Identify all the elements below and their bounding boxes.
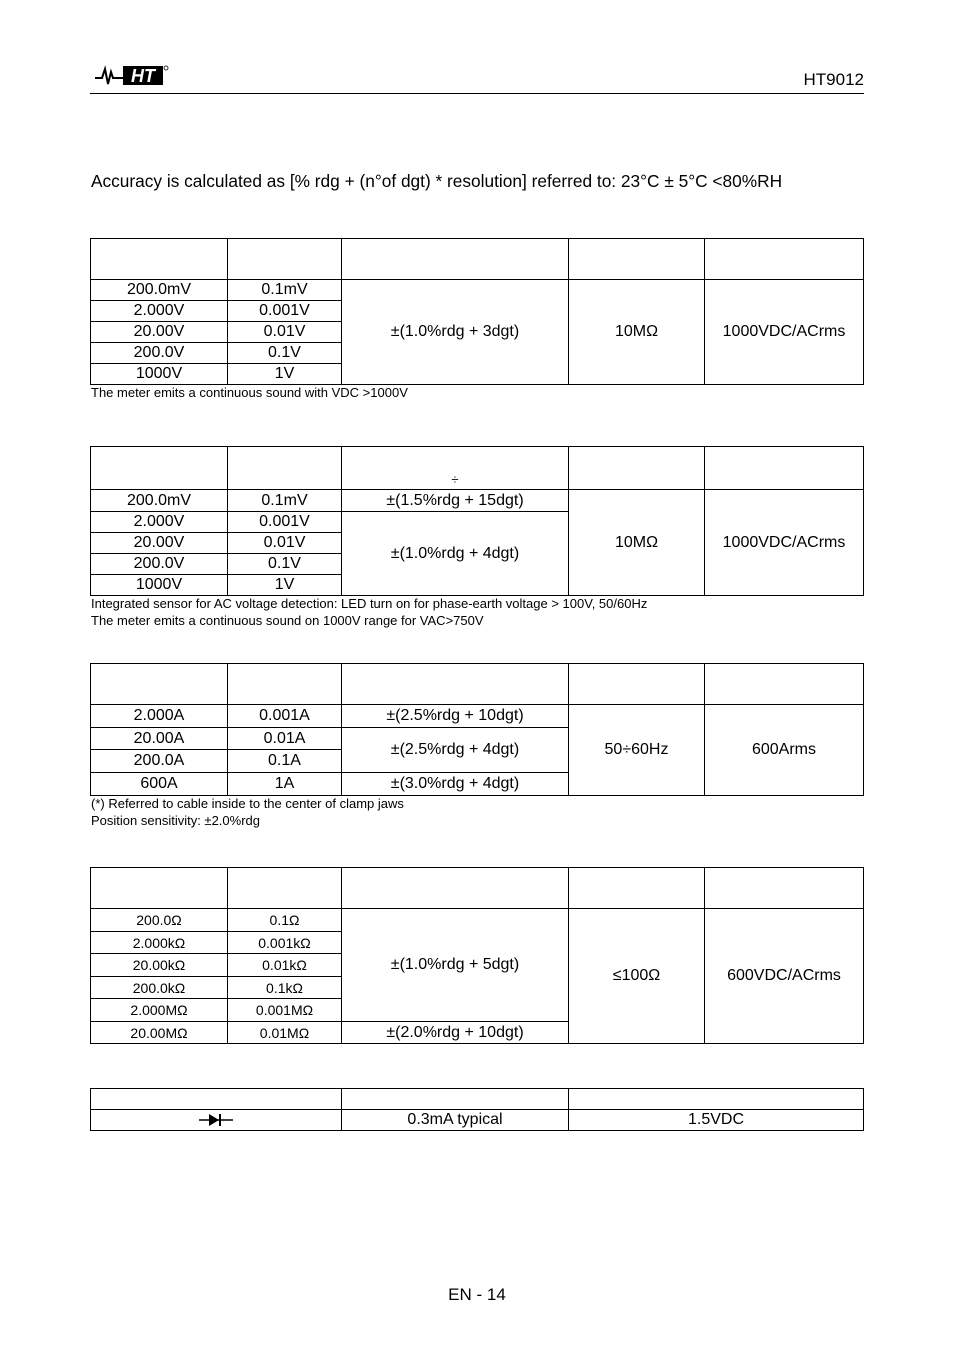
header-cell — [90, 446, 228, 490]
resolution-cell: 0.001V — [227, 300, 342, 322]
logo-text: HT — [131, 66, 155, 86]
range-cell: 200.0V — [90, 553, 228, 575]
aca-note: Position sensitivity: ±2.0%rdg — [91, 813, 260, 828]
range-cell: 20.00V — [90, 321, 228, 343]
range-cell: 200.0A — [90, 749, 228, 773]
diode-symbol-icon — [199, 1113, 233, 1127]
header-cell — [90, 1088, 342, 1110]
header-cell — [227, 663, 342, 705]
range-cell: 20.00MΩ — [90, 1021, 228, 1044]
accuracy-cell: ±(2.5%rdg + 10dgt) — [341, 704, 569, 728]
header-cell — [90, 663, 228, 705]
header-cell — [227, 446, 342, 490]
resolution-cell: 0.1mV — [227, 489, 342, 512]
ht-logo — [93, 62, 169, 88]
open-voltage-cell: ≤100Ω — [568, 908, 705, 1044]
header-cell — [90, 238, 228, 280]
header-cell — [568, 867, 705, 909]
impedance-cell: 10MΩ — [568, 279, 705, 385]
range-cell: 20.00A — [90, 727, 228, 750]
protection-cell: 1000VDC/ACrms — [704, 279, 864, 385]
range-cell: 1000V — [90, 363, 228, 385]
resolution-cell: 0.001MΩ — [227, 998, 342, 1022]
header-cell — [341, 238, 569, 280]
header-cell — [568, 663, 705, 705]
test-current-cell: 0.3mA typical — [341, 1109, 569, 1131]
accuracy-cell: ±(1.5%rdg + 15dgt) — [341, 489, 569, 512]
range-cell: 2.000MΩ — [90, 998, 228, 1022]
range-cell: 200.0mV — [90, 279, 228, 301]
header-cell — [568, 1088, 864, 1110]
resolution-cell: 0.1A — [227, 749, 342, 773]
aca-note: (*) Referred to cable inside to the center of clamp jaws — [91, 796, 404, 811]
resolution-cell: 0.001kΩ — [227, 931, 342, 954]
acv-note: The meter emits a continuous sound on 1000V range for VAC>750V — [91, 613, 484, 628]
header-cell — [341, 867, 569, 909]
range-cell: 200.0Ω — [90, 908, 228, 932]
accuracy-cell: ±(1.0%rdg + 4dgt) — [341, 511, 569, 596]
resolution-cell: 1V — [227, 574, 342, 596]
header-cell — [704, 238, 864, 280]
resolution-cell: 0.1kΩ — [227, 976, 342, 999]
resolution-cell: 0.01A — [227, 727, 342, 750]
range-cell: 2.000V — [90, 511, 228, 533]
resolution-cell: 0.01V — [227, 532, 342, 554]
acv-note: Integrated sensor for AC voltage detection: LED turn on for phase-earth voltage > 100V, 50/60Hz — [91, 596, 648, 611]
range-cell: 20.00kΩ — [90, 953, 228, 977]
range-cell: 2.000A — [90, 704, 228, 728]
diode-function-cell — [90, 1109, 342, 1131]
range-cell: 600A — [90, 772, 228, 796]
range-cell: 2.000V — [90, 300, 228, 322]
resolution-cell: 0.001A — [227, 704, 342, 728]
header-cell — [341, 663, 569, 705]
accuracy-cell: ±(3.0%rdg + 4dgt) — [341, 772, 569, 796]
protection-cell: 600VDC/ACrms — [704, 908, 864, 1044]
header-cell — [341, 1088, 569, 1110]
header-cell — [227, 867, 342, 909]
header-cell — [704, 867, 864, 909]
range-cell: 1000V — [90, 574, 228, 596]
resolution-cell: 1V — [227, 363, 342, 385]
accuracy-cell: ±(1.0%rdg + 5dgt) — [341, 908, 569, 1022]
header-cell — [704, 663, 864, 705]
header-cell — [568, 238, 705, 280]
resolution-cell: 0.001V — [227, 511, 342, 533]
frequency-cell: 50÷60Hz — [568, 704, 705, 796]
dcv-note: The meter emits a continuous sound with VDC >1000V — [91, 385, 408, 400]
header-cell: ÷ — [341, 446, 569, 490]
accuracy-cell: ±(2.5%rdg + 4dgt) — [341, 727, 569, 773]
protection-cell: 600Arms — [704, 704, 864, 796]
protection-cell: 1000VDC/ACrms — [704, 489, 864, 596]
impedance-cell: 10MΩ — [568, 489, 705, 596]
range-cell: 20.00V — [90, 532, 228, 554]
header-divider — [90, 93, 864, 94]
accuracy-cell: ±(1.0%rdg + 3dgt) — [341, 279, 569, 385]
resolution-cell: 0.1Ω — [227, 908, 342, 932]
range-cell: 2.000kΩ — [90, 931, 228, 954]
header-cell — [227, 238, 342, 280]
header-cell — [704, 446, 864, 490]
resolution-cell: 0.1V — [227, 553, 342, 575]
range-cell: 200.0kΩ — [90, 976, 228, 999]
header-cell — [568, 446, 705, 490]
resolution-cell: 0.01kΩ — [227, 953, 342, 977]
page-number: EN - 14 — [448, 1285, 506, 1304]
range-cell: 200.0V — [90, 342, 228, 364]
accuracy-cell: ±(2.0%rdg + 10dgt) — [341, 1021, 569, 1044]
range-cell: 200.0mV — [90, 489, 228, 512]
accuracy-statement: Accuracy is calculated as [% rdg + (n°of dgt) * resolution] referred to: 23°C ± 5°C <80%RH — [91, 171, 783, 191]
resolution-cell: 0.01MΩ — [227, 1021, 342, 1044]
model-number: HT9012 — [803, 70, 864, 89]
open-voltage-cell: 1.5VDC — [568, 1109, 864, 1131]
resolution-cell: 0.1mV — [227, 279, 342, 301]
resolution-cell: 0.1V — [227, 342, 342, 364]
resolution-cell: 0.01V — [227, 321, 342, 343]
header-cell — [90, 867, 228, 909]
resolution-cell: 1A — [227, 772, 342, 796]
